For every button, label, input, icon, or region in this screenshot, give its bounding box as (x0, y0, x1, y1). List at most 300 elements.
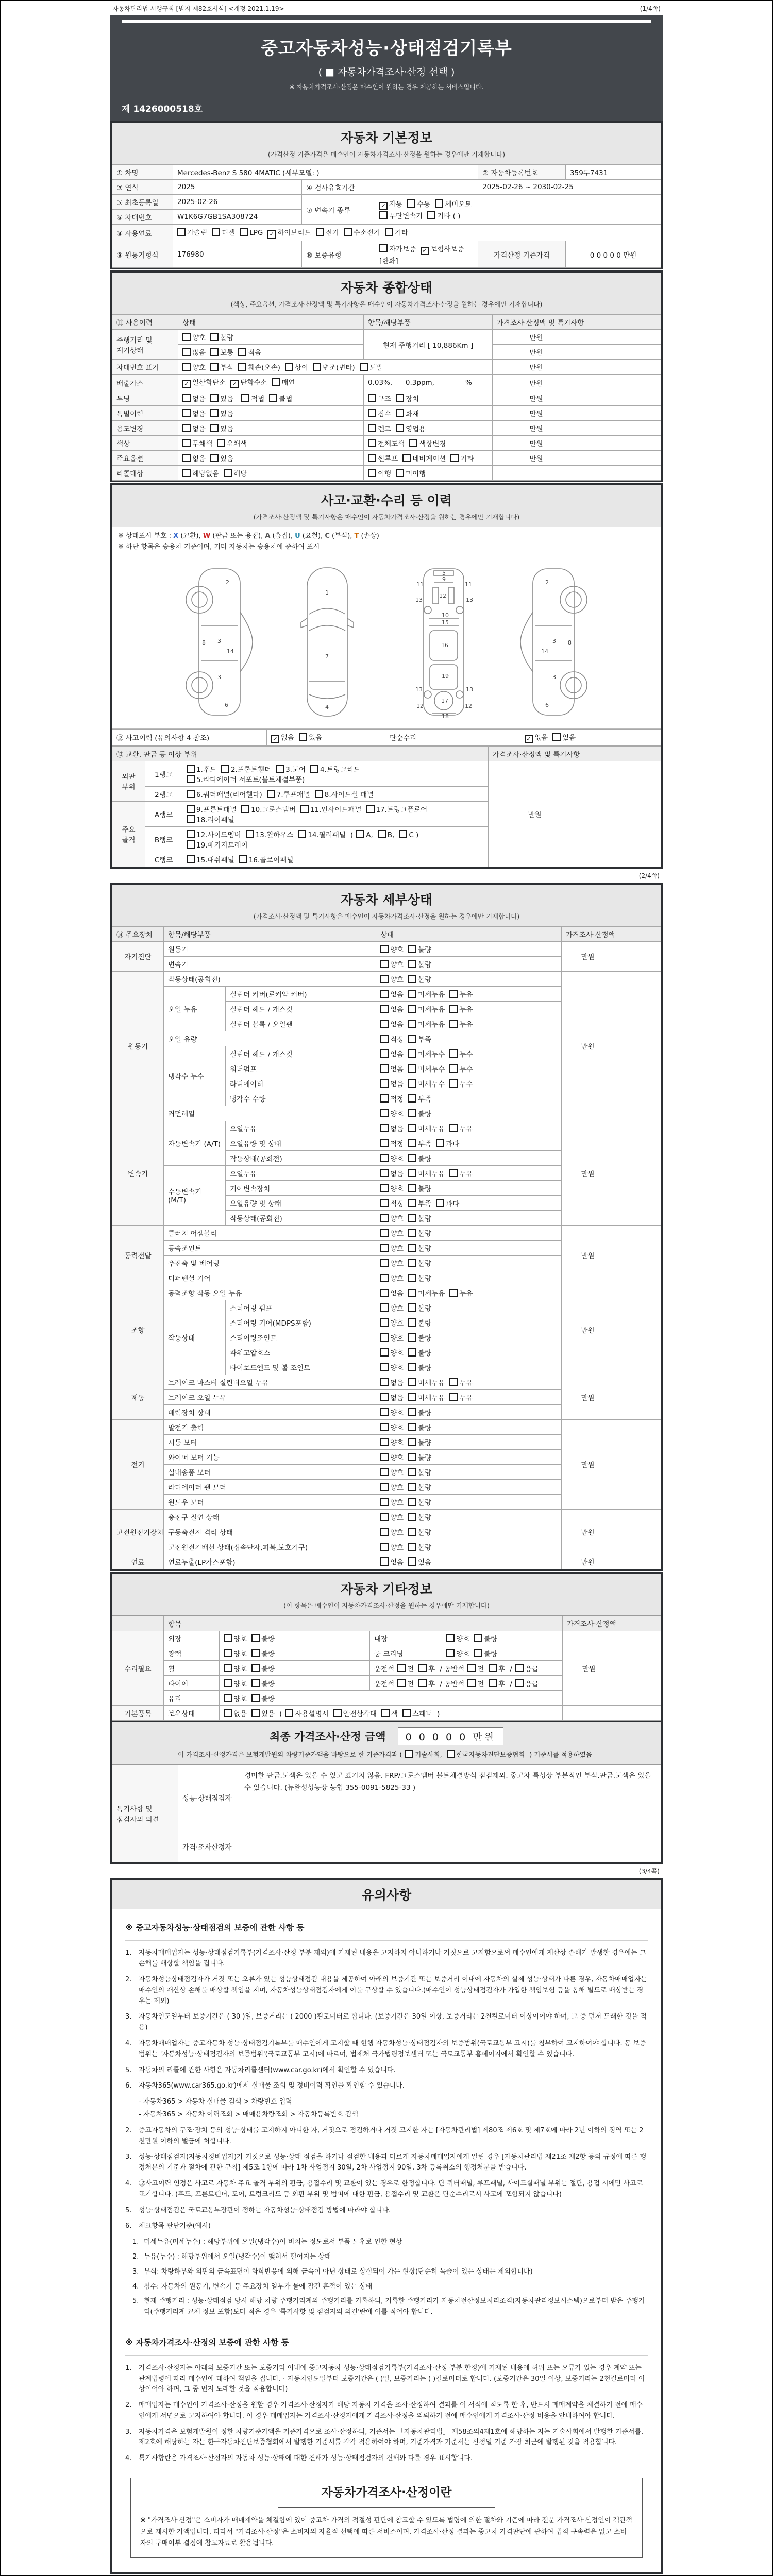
inline-text: / (510, 1665, 512, 1673)
checkbox[interactable] (408, 1199, 416, 1207)
option-label: 기술사회, (415, 1750, 442, 1758)
option-label: 양호 (192, 334, 206, 342)
option (380, 1228, 404, 1238)
checkbox[interactable] (380, 1049, 389, 1058)
checkbox[interactable] (449, 1393, 458, 1401)
appraiser-label: 가격·조사산정자 (178, 1831, 240, 1862)
checkbox[interactable] (380, 1229, 389, 1237)
checkbox[interactable] (380, 1274, 389, 1282)
checkbox[interactable] (299, 733, 307, 741)
checkbox[interactable] (380, 1139, 389, 1147)
option (515, 1663, 539, 1673)
checkbox[interactable] (380, 1154, 389, 1162)
checkbox[interactable] (408, 1184, 416, 1192)
checkbox[interactable] (187, 815, 195, 823)
option (408, 1138, 431, 1148)
checkbox[interactable] (408, 1049, 416, 1058)
checkbox[interactable] (238, 348, 246, 356)
checkbox[interactable] (224, 1679, 232, 1687)
checkbox[interactable] (408, 1528, 416, 1536)
checkbox[interactable] (182, 394, 191, 402)
option (251, 1693, 275, 1703)
notice-item-number: 2. (125, 2126, 132, 2134)
checkbox[interactable] (240, 228, 248, 236)
checkbox[interactable] (366, 805, 375, 813)
checkbox[interactable] (182, 439, 191, 447)
checkbox[interactable] (380, 1333, 389, 1342)
option (380, 1452, 404, 1462)
checkbox[interactable] (408, 1064, 416, 1073)
checkbox[interactable] (408, 1079, 416, 1088)
checkbox[interactable] (408, 1393, 416, 1401)
checkbox[interactable] (313, 363, 321, 371)
notice-item-number: 5. (125, 2066, 132, 2074)
option (380, 1332, 404, 1343)
checkbox[interactable] (380, 1557, 389, 1566)
checkbox[interactable] (408, 1543, 416, 1551)
checkbox[interactable] (408, 1035, 416, 1043)
checkbox[interactable] (418, 1679, 427, 1687)
checkbox[interactable] (187, 765, 195, 773)
checkbox[interactable] (368, 394, 376, 402)
mileage-value: 현재 주행거리 [ 10,886Km ] (364, 330, 493, 360)
checkbox[interactable] (380, 1109, 389, 1117)
summary-band (112, 273, 661, 314)
option (449, 1078, 473, 1089)
checkbox[interactable] (408, 1513, 416, 1521)
checkbox[interactable] (187, 805, 195, 813)
checkbox[interactable]: ✓ (379, 202, 388, 210)
checkbox[interactable] (251, 1694, 260, 1702)
option-label: 적정 (390, 1140, 404, 1148)
checkbox[interactable] (408, 1483, 416, 1491)
option-label: 영업용 (406, 425, 426, 433)
checkbox[interactable]: ✓ (271, 735, 279, 743)
checkbox[interactable] (449, 990, 458, 998)
checkbox[interactable] (210, 409, 219, 417)
svg-text:4: 4 (325, 703, 329, 710)
checkbox[interactable] (474, 1634, 482, 1642)
checkbox[interactable] (224, 1694, 232, 1702)
checkbox[interactable] (408, 1423, 416, 1431)
checkbox[interactable] (187, 775, 195, 783)
price-unit: 만원 (562, 1554, 614, 1569)
tire-label: 타이어 (164, 1675, 220, 1690)
checkbox[interactable]: ✓ (421, 247, 429, 255)
checkbox[interactable] (224, 469, 232, 477)
option (408, 1347, 431, 1358)
option (210, 393, 233, 403)
checkbox[interactable] (436, 1199, 444, 1207)
legend-prefix: ※ 상태표시 부호 : (118, 532, 174, 540)
emission-label: 배출가스 (112, 375, 178, 391)
option-label: 한국자동차진단보증협회 (456, 1750, 525, 1758)
checkbox[interactable] (380, 1363, 389, 1371)
option (224, 1678, 247, 1688)
checkbox[interactable] (408, 1318, 416, 1327)
checkbox[interactable] (380, 960, 389, 968)
checkbox[interactable] (210, 424, 219, 432)
checkbox[interactable] (241, 805, 249, 813)
checkbox[interactable] (380, 1259, 389, 1267)
checkbox[interactable] (182, 454, 191, 462)
checkbox[interactable] (380, 1438, 389, 1446)
checkbox[interactable] (368, 439, 376, 447)
checkbox[interactable] (396, 469, 404, 477)
checkbox[interactable] (380, 1423, 389, 1431)
checkbox[interactable] (380, 975, 389, 983)
checkbox[interactable] (408, 1274, 416, 1282)
svg-text:3: 3 (217, 673, 221, 681)
checkbox[interactable] (380, 1543, 389, 1551)
checkbox[interactable] (251, 1634, 260, 1642)
checkbox[interactable] (408, 1109, 416, 1117)
checkbox[interactable] (378, 830, 386, 838)
checkbox[interactable] (360, 363, 368, 371)
checkbox[interactable] (356, 830, 364, 838)
checkbox[interactable] (238, 363, 246, 371)
checkbox[interactable] (246, 830, 254, 838)
item-label: 작동상태(공회전) (226, 1210, 376, 1225)
option (210, 347, 233, 357)
checkbox[interactable] (380, 1393, 389, 1401)
vin-mark-label: 차대번호 표기 (112, 360, 178, 375)
svg-text:15: 15 (442, 619, 449, 626)
checkbox[interactable] (408, 990, 416, 998)
transmission-label: ⑦ 변속기 종류 (302, 195, 375, 225)
checkbox[interactable] (467, 1664, 476, 1672)
checkbox[interactable] (380, 1199, 389, 1207)
checkbox[interactable] (396, 424, 404, 432)
checkbox[interactable] (397, 1679, 406, 1687)
option (525, 732, 548, 743)
option-label: 15.대쉬패널 (196, 856, 234, 865)
legend-desc: (흠집), (270, 532, 295, 540)
checkbox[interactable] (182, 409, 191, 417)
checkbox[interactable] (368, 424, 376, 432)
checkbox[interactable] (449, 1064, 458, 1073)
option (467, 1663, 484, 1673)
checkbox[interactable] (300, 805, 309, 813)
svg-text:7: 7 (325, 653, 329, 660)
checkbox[interactable] (515, 1679, 524, 1687)
table-row (112, 1375, 661, 1389)
option-label: 불량 (418, 1468, 432, 1477)
checkbox[interactable] (450, 454, 459, 462)
car-name-label: ① 차명 (112, 165, 173, 180)
checkbox[interactable] (379, 211, 388, 219)
option (380, 1512, 404, 1522)
checkbox[interactable] (380, 1064, 389, 1073)
checkbox[interactable] (368, 409, 376, 417)
legend-code: X (173, 532, 179, 540)
checkbox[interactable]: ✓ (267, 230, 276, 239)
checkbox[interactable] (399, 830, 407, 838)
checkbox[interactable] (224, 1664, 232, 1672)
checkbox[interactable] (182, 424, 191, 432)
usage-change-detail (364, 421, 493, 436)
option (380, 1541, 404, 1552)
checkbox[interactable] (474, 1649, 482, 1657)
checkbox[interactable] (380, 1020, 389, 1028)
notice-item-text: 성능·상태점검은 국토교통부장관이 정하는 자동차성능·상태점검 방법에 따라야 합니다. (139, 2206, 391, 2214)
checkbox[interactable] (276, 765, 284, 773)
checkbox[interactable] (446, 1649, 455, 1657)
checkbox[interactable] (408, 1229, 416, 1237)
checkbox[interactable] (251, 1649, 260, 1657)
checkbox[interactable] (409, 439, 417, 447)
checkbox[interactable] (515, 1664, 524, 1672)
option-label: 미세누유 (418, 990, 445, 999)
checkbox[interactable] (380, 1244, 389, 1252)
checkbox[interactable]: ✓ (525, 735, 533, 743)
svg-text:3: 3 (552, 637, 556, 645)
checkbox[interactable] (408, 1557, 416, 1566)
checkbox[interactable] (182, 363, 191, 371)
option-label: 누유 (459, 1020, 473, 1029)
checkbox[interactable] (408, 1244, 416, 1252)
checkbox[interactable] (405, 1750, 413, 1758)
option-label: 4.트렁크리드 (320, 765, 361, 774)
checkbox[interactable] (187, 840, 195, 849)
checkbox[interactable] (408, 1498, 416, 1506)
option-label: 후 (498, 1680, 506, 1688)
checkbox[interactable] (210, 333, 219, 341)
checkbox[interactable] (380, 1094, 389, 1103)
checkbox[interactable] (251, 1709, 260, 1717)
checkbox[interactable] (239, 855, 247, 863)
checkbox[interactable] (427, 211, 435, 219)
option (408, 1467, 431, 1477)
option (276, 764, 306, 774)
checkbox[interactable] (408, 1333, 416, 1342)
checkbox[interactable] (489, 1664, 497, 1672)
price-survey-info-title: 자동차가격조사·산정이란 (278, 2478, 495, 2508)
checkbox[interactable] (187, 855, 195, 863)
option-label: 9.프론트패널 (196, 805, 237, 814)
checkbox[interactable] (381, 1709, 390, 1717)
option-label: 부족 (418, 1140, 432, 1148)
checkbox[interactable] (380, 1348, 389, 1357)
color-label: 색상 (112, 436, 178, 451)
checkbox[interactable] (408, 1303, 416, 1312)
checkbox[interactable] (272, 378, 280, 386)
checkbox[interactable] (396, 394, 404, 402)
checkbox[interactable] (449, 1124, 458, 1132)
table-row (112, 330, 661, 345)
checkbox[interactable] (408, 1139, 416, 1147)
checkbox[interactable] (408, 1438, 416, 1446)
checkbox[interactable] (182, 469, 191, 477)
checkbox[interactable] (269, 394, 277, 402)
checkbox[interactable] (380, 1453, 389, 1461)
holding-state-label: 보유상태 (164, 1705, 220, 1720)
checkbox[interactable] (380, 1468, 389, 1476)
checkbox[interactable] (407, 199, 415, 208)
checkbox[interactable] (210, 394, 219, 402)
option (251, 1633, 275, 1643)
checkbox[interactable] (380, 1005, 389, 1013)
option-label: 수동 (417, 200, 431, 209)
checkbox[interactable] (380, 1214, 389, 1222)
checkbox[interactable] (408, 1363, 416, 1371)
checkbox[interactable] (210, 363, 219, 371)
checkbox[interactable] (402, 1709, 411, 1717)
checkbox[interactable] (380, 1303, 389, 1312)
option-label: 양호 (390, 1110, 404, 1118)
checkbox[interactable] (385, 228, 393, 236)
checkbox[interactable] (380, 1408, 389, 1416)
checkbox[interactable] (418, 1664, 427, 1672)
checkbox[interactable] (285, 363, 293, 371)
checkbox[interactable] (397, 1664, 406, 1672)
checkbox[interactable] (408, 975, 416, 983)
checkbox[interactable] (552, 733, 561, 741)
checkbox[interactable] (449, 1378, 458, 1386)
option (380, 1123, 404, 1133)
state-options (376, 941, 562, 956)
checkbox[interactable] (241, 394, 249, 402)
checkbox[interactable] (267, 790, 275, 798)
option-label: 불량 (418, 1543, 432, 1552)
option-label: 보험사보증 (430, 245, 464, 253)
checkbox[interactable] (449, 1289, 458, 1297)
checkbox[interactable] (380, 945, 389, 953)
option (446, 1633, 469, 1643)
checkbox[interactable] (408, 1154, 416, 1162)
checkbox[interactable] (447, 1750, 455, 1758)
checkbox[interactable] (380, 1378, 389, 1386)
checkbox[interactable] (182, 348, 191, 356)
option (187, 854, 234, 865)
remark-cell (614, 1225, 661, 1285)
checkbox[interactable] (408, 1468, 416, 1476)
checkbox[interactable] (285, 1709, 293, 1717)
checkbox[interactable] (449, 1049, 458, 1058)
checkbox[interactable]: ✓ (230, 380, 239, 388)
checkbox[interactable] (182, 333, 191, 341)
checkbox[interactable] (408, 1453, 416, 1461)
checkbox[interactable] (368, 454, 376, 462)
checkbox[interactable] (408, 1214, 416, 1222)
checkbox[interactable] (212, 228, 220, 236)
checkbox[interactable] (224, 1634, 232, 1642)
checkbox[interactable] (177, 228, 186, 236)
checkbox[interactable] (217, 439, 225, 447)
checkbox[interactable] (380, 1289, 389, 1297)
checkbox[interactable] (408, 1259, 416, 1267)
checkbox[interactable] (368, 469, 376, 477)
checkbox[interactable] (489, 1679, 497, 1687)
option-label: 미세누수 (418, 1065, 445, 1074)
exchange-price-header: 가격조사·산정액 및 특기사항 (489, 746, 661, 761)
checkbox[interactable] (408, 1005, 416, 1013)
rankC-options (182, 852, 489, 867)
checkbox[interactable] (436, 1139, 444, 1147)
checkbox[interactable] (380, 990, 389, 998)
option (380, 1093, 404, 1104)
notice-item (125, 2152, 648, 2174)
checkbox[interactable] (408, 1094, 416, 1103)
checkbox[interactable]: ✓ (182, 380, 191, 388)
checkbox[interactable] (446, 1634, 455, 1642)
checkbox[interactable] (467, 1679, 476, 1687)
checkbox[interactable] (380, 1528, 389, 1536)
checkbox[interactable] (298, 830, 306, 838)
option-label: 불량 (418, 1513, 432, 1522)
checkbox[interactable] (380, 1318, 389, 1327)
checkbox[interactable] (380, 1184, 389, 1192)
checkbox[interactable] (379, 244, 388, 252)
price-survey-info-box (130, 2478, 643, 2558)
option (408, 1482, 431, 1492)
checkbox[interactable] (408, 1378, 416, 1386)
checkbox[interactable] (224, 1649, 232, 1657)
svg-text:3: 3 (552, 673, 556, 681)
checkbox[interactable] (316, 228, 324, 236)
checkbox[interactable] (402, 454, 411, 462)
sub-group-label: 냉각수 누수 (164, 1046, 226, 1106)
item-label: 연료누출(LP가스포함) (164, 1554, 376, 1569)
checkbox[interactable] (380, 1079, 389, 1088)
checkbox[interactable] (224, 1709, 232, 1717)
checkbox[interactable] (380, 1513, 389, 1521)
checkbox[interactable] (449, 1020, 458, 1028)
checkbox[interactable] (449, 1005, 458, 1013)
checkbox[interactable] (449, 1169, 458, 1177)
checkbox[interactable] (344, 228, 352, 236)
checkbox[interactable] (408, 1020, 416, 1028)
notice-sub-item: 3. 부식: 차량하부와 외판의 금속표면이 화학반응에 의해 금속이 아닌 상태로 상실되어 가는 현상(단순히 녹슬어 있는 상태는 제외합니다) (132, 2267, 533, 2276)
option-label: 불량 (418, 1349, 432, 1358)
checkbox[interactable] (408, 1348, 416, 1357)
checkbox[interactable] (408, 1289, 416, 1297)
service-note: ※ 자동차가격조사·산정은 매수인이 원하는 경우 제공하는 서비스입니다. (289, 83, 484, 91)
checkbox[interactable] (435, 199, 443, 208)
checkbox[interactable] (408, 1408, 416, 1416)
detail-header-item: 항목/해당부품 (164, 926, 376, 941)
checkbox[interactable] (449, 1079, 458, 1088)
checkbox[interactable] (210, 454, 219, 462)
option (515, 1678, 539, 1688)
checkbox[interactable] (251, 1679, 260, 1687)
checkbox[interactable] (187, 830, 195, 838)
checkbox[interactable] (310, 765, 318, 773)
checkbox[interactable] (251, 1664, 260, 1672)
checkbox[interactable] (408, 1169, 416, 1177)
checkbox[interactable] (380, 1169, 389, 1177)
exterior-options (220, 1631, 370, 1646)
checkbox[interactable] (408, 1124, 416, 1132)
checkbox[interactable] (380, 1498, 389, 1506)
checkbox[interactable] (380, 1483, 389, 1491)
option-label: 불량 (261, 1694, 275, 1703)
checkbox[interactable] (315, 790, 323, 798)
checkbox[interactable] (221, 765, 229, 773)
checkbox[interactable] (210, 348, 219, 356)
checkbox[interactable] (380, 1124, 389, 1132)
checkbox[interactable] (380, 1035, 389, 1043)
inline-text: ( (279, 1709, 282, 1718)
checkbox[interactable] (333, 1709, 342, 1717)
option-label: 18.리어패널 (196, 816, 234, 824)
option-label: 불량 (418, 1304, 432, 1313)
checkbox[interactable] (187, 790, 195, 798)
remark-cell (580, 466, 661, 481)
checkbox[interactable] (396, 409, 404, 417)
checkbox[interactable] (408, 960, 416, 968)
checkbox[interactable] (408, 945, 416, 953)
